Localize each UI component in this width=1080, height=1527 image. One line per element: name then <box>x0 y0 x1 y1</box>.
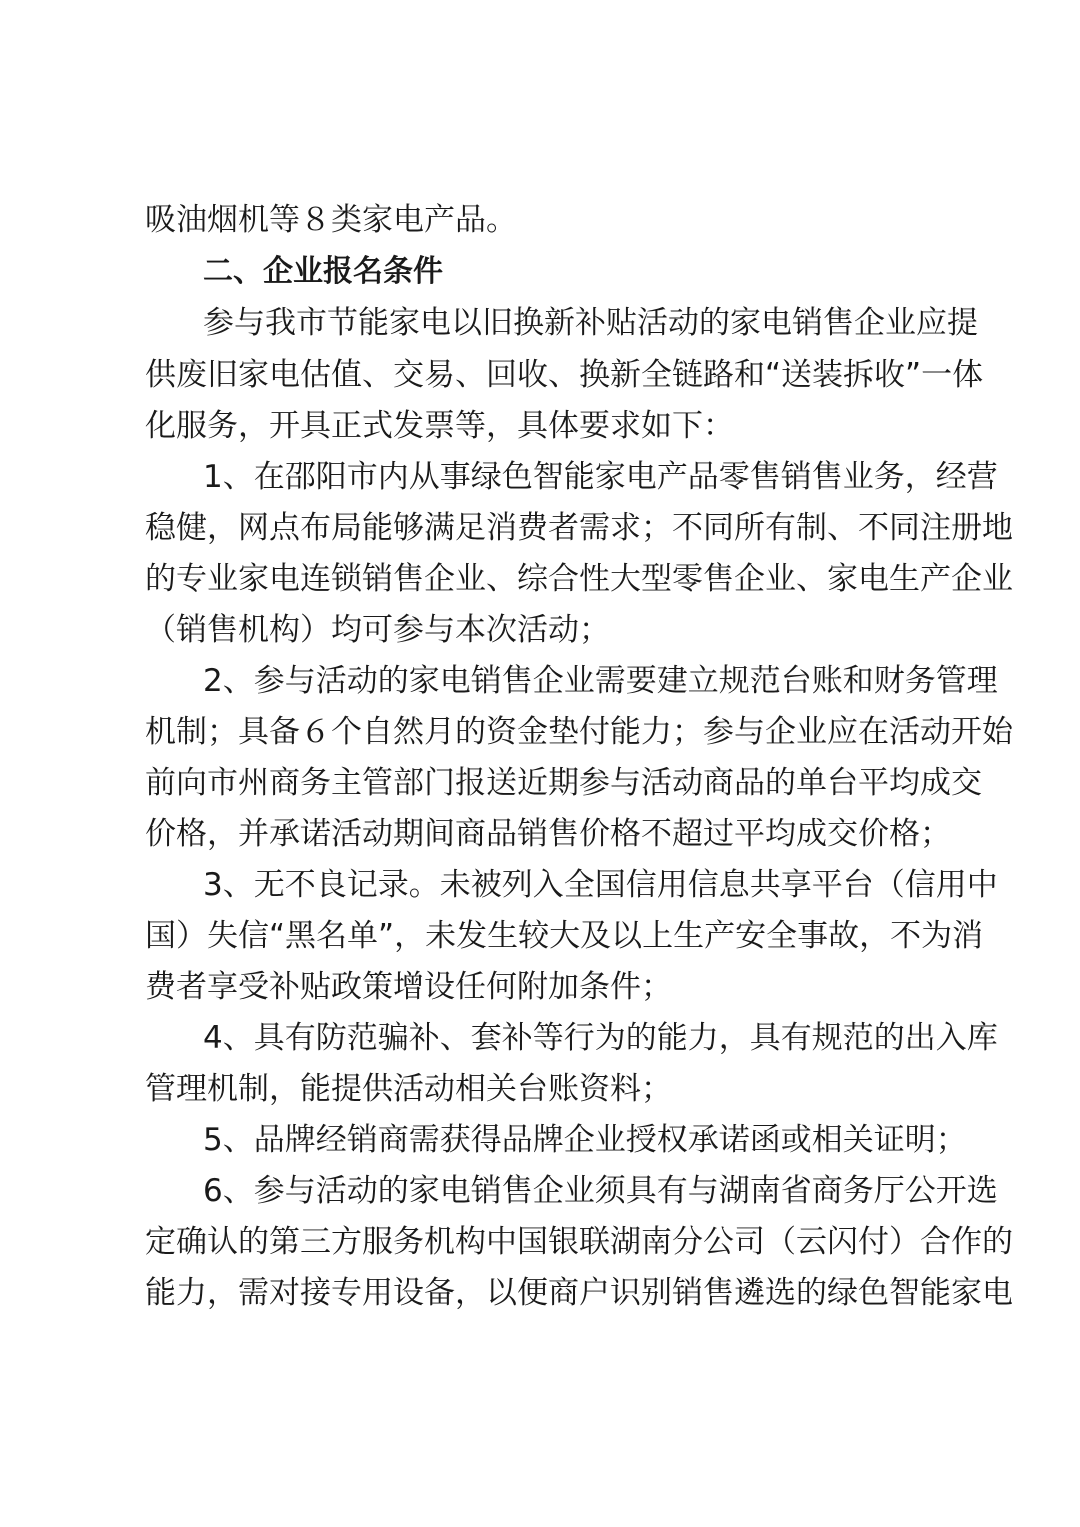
paragraph-line: 6、参与活动的家电销售企业须具有与湖南省商务厅公开选 <box>203 1173 998 1209</box>
paragraph-line: 3、无不良记录。未被列入全国信用信息共享平台（信用中 <box>203 867 998 903</box>
paragraph-line: 稳健，网点布局能够满足消费者需求；不同所有制、不同注册地 <box>145 510 1013 546</box>
paragraph-line: 化服务，开具正式发票等，具体要求如下： <box>145 408 734 444</box>
paragraph-line: 管理机制，能提供活动相关台账资料； <box>145 1071 672 1107</box>
paragraph-line: 5、品牌经销商需获得品牌企业授权承诺函或相关证明； <box>203 1122 967 1158</box>
section-heading: 二、企业报名条件 <box>203 254 443 289</box>
paragraph-line: 国）失信“黑名单”，未发生较大及以上生产安全事故，不为消 <box>145 918 984 954</box>
paragraph-line: 能力，需对接专用设备，以便商户识别销售遴选的绿色智能家电 <box>145 1275 1013 1311</box>
paragraph-line: 的专业家电连锁销售企业、综合性大型零售企业、家电生产企业 <box>145 561 1013 597</box>
paragraph-line: 前向市州商务主管部门报送近期参与活动商品的单台平均成交 <box>145 765 982 801</box>
paragraph-line: 供废旧家电估值、交易、回收、换新全链路和“送装拆收”一体 <box>145 357 984 393</box>
paragraph-line: 定确认的第三方服务机构中国银联湖南分公司（云闪付）合作的 <box>145 1224 1013 1260</box>
paragraph-line: 费者享受补贴政策增设任何附加条件； <box>145 969 672 1005</box>
paragraph-line: 2、参与活动的家电销售企业需要建立规范台账和财务管理 <box>203 663 998 699</box>
paragraph-line: （销售机构）均可参与本次活动； <box>145 612 610 648</box>
paragraph-line: 1、在邵阳市内从事绿色智能家电产品零售销售业务，经营 <box>203 459 998 495</box>
paragraph-line: 吸油烟机等８类家电产品。 <box>145 202 517 238</box>
paragraph-line: 参与我市节能家电以旧换新补贴活动的家电销售企业应提 <box>203 305 978 341</box>
paragraph-line: 4、具有防范骗补、套补等行为的能力，具有规范的出入库 <box>203 1020 998 1056</box>
paragraph-line: 机制；具备６个自然月的资金垫付能力；参与企业应在活动开始 <box>145 714 1013 750</box>
paragraph-line: 价格，并承诺活动期间商品销售价格不超过平均成交价格； <box>145 816 951 852</box>
